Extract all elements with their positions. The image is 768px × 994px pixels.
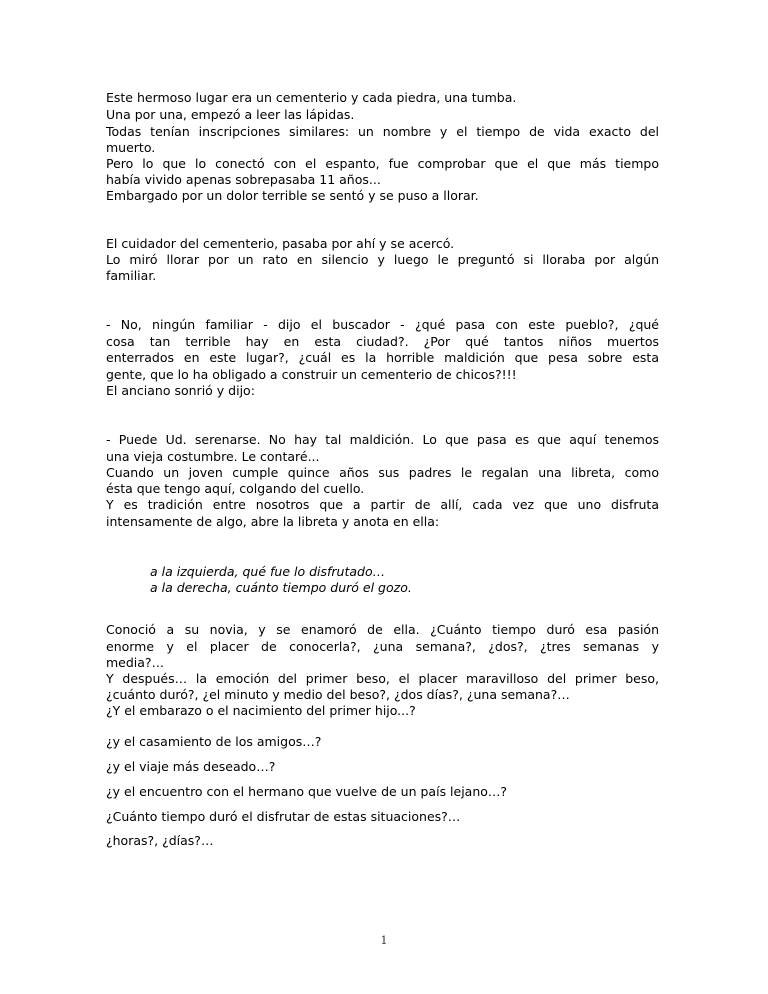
text-line: había vivido apenas sobrepasaba 11 años... [106,172,381,187]
text-line: Conoció a su novia, y se enamoró de ella. ¿Cuánto tiempo duró esa pasión [106,622,659,637]
text-line: Embargado por un dolor terrible se sentó y se puso a llorar. [106,188,479,203]
text-line: El anciano sonrió y dijo: [106,383,255,398]
text-line: ¿y el casamiento de los amigos…? [106,734,322,749]
text-line: Pero lo que lo conectó con el espanto, fue comprobar que el que más tiempo [106,156,659,171]
text-line: Lo miró llorar por un rato en silencio y luego le preguntó si lloraba por algún [106,252,659,267]
text-line: ¿horas?, ¿días?… [106,833,214,848]
text-line: ¿Cuánto tiempo duró el disfrutar de estas situaciones?… [106,809,461,824]
text-line: Este hermoso lugar era un cementerio y cada piedra, una tumba. [106,90,517,105]
text-line: media?… [106,655,165,670]
text-line: ¿cuánto duró?, ¿el minuto y medio del beso?, ¿dos días?, ¿una semana?… [106,687,570,702]
text-line: - Puede Ud. serenarse. No hay tal maldición. Lo que pasa es que aquí tenemos [106,432,659,447]
text-line: Cuando un joven cumple quince años sus padres le regalan una libreta, como [106,465,659,480]
page-number: 1 [380,934,388,947]
text-line: enterrados en este lugar?, ¿cuál es la horrible maldición que pesa sobre esta [106,350,659,365]
text-line: una vieja costumbre. Le contaré... [106,449,320,464]
text-line: intensamente de algo, abre la libreta y anota en ella: [106,514,440,529]
text-line: ésta que tengo aquí, colgando del cuello. [106,481,365,496]
text-line: a la derecha, cuánto tiempo duró el gozo. [150,580,412,595]
text-line: gente, que lo ha obligado a construir un cementerio de chicos?!!! [106,367,517,382]
text-line: ¿Y el embarazo o el nacimiento del primer hijo...? [106,703,416,718]
text-line: Y es tradición entre nosotros que a partir de allí, cada vez que uno disfruta [106,497,659,512]
text-line: Una por una, empezó a leer las lápidas. [106,107,355,122]
text-line: Y después… la emoción del primer beso, el placer maravilloso del primer beso, [106,671,659,686]
text-line: cosa tan terrible hay en esta ciudad?. ¿Por qué tantos niños muertos [106,334,659,349]
text-line: ¿y el encuentro con el hermano que vuelve de un país lejano…? [106,784,508,799]
text-line: Todas tenían inscripciones similares: un nombre y el tiempo de vida exacto del [106,124,659,139]
text-line: ¿y el viaje más deseado…? [106,759,276,774]
text-line: - No, ningún familiar - dijo el buscador - ¿qué pasa con este pueblo?, ¿qué [106,317,659,332]
text-line: muerto. [106,140,156,155]
text-line: El cuidador del cementerio, pasaba por ahí y se acercó. [106,236,455,251]
text-line: enorme y el placer de conocerla?, ¿una semana?, ¿dos?, ¿tres semanas y [106,639,659,654]
text-line: a la izquierda, qué fue lo disfrutado… [150,564,386,579]
text-line: familiar. [106,268,157,283]
